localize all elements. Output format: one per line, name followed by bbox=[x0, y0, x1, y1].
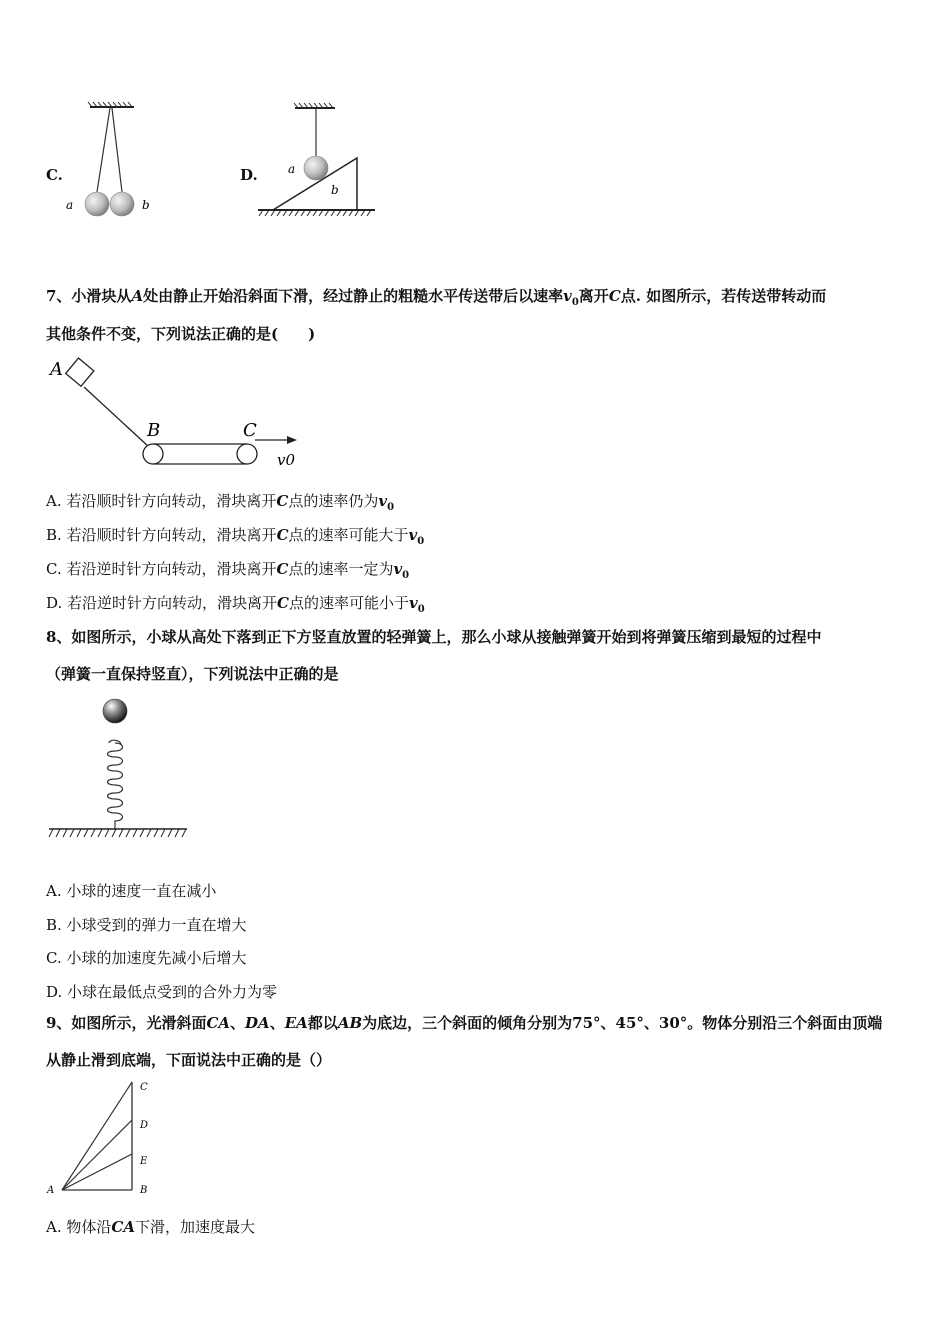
q8-option-b[interactable]: B. 小球受到的弹力一直在增大 bbox=[46, 916, 247, 934]
point-c-label: C bbox=[140, 1082, 148, 1093]
q8-option-c[interactable]: C. 小球的加速度先减小后增大 bbox=[46, 949, 247, 967]
q7-option-a[interactable]: A. 若沿顺时针方向转动，滑块离开C点的速率仍为$v_0$ bbox=[46, 492, 395, 513]
point-b-label: B bbox=[147, 420, 161, 441]
q9-stem-line2: 从静止滑到底端，下面说法中正确的是（） bbox=[46, 1051, 332, 1069]
ball-b-label: b bbox=[142, 198, 150, 212]
q7-option-b[interactable]: B. 若沿顺时针方向转动，滑块离开C点的速率可能大于$v_0$ bbox=[46, 526, 425, 547]
point-c-label: C bbox=[243, 420, 257, 441]
q9-option-a[interactable]: A. 物体沿CA下滑，加速度最大 bbox=[46, 1218, 255, 1236]
q8-stem-line2: （弹簧一直保持竖直），下列说法中正确的是 bbox=[46, 665, 339, 683]
q8-option-d[interactable]: D. 小球在最低点受到的合外力为零 bbox=[46, 983, 278, 1001]
ball-a-label: a bbox=[288, 162, 296, 176]
q9-stem-line1: 9、如图所示，光滑斜面CA、DA、EA都以AB为底边，三个斜面的倾角分别为75°、45°、30°。物体分别沿三个斜面由顶端 bbox=[46, 1014, 883, 1032]
q7-stem-line2: 其他条件不变，下列说法正确的是( ) bbox=[46, 325, 316, 343]
point-e-label: E bbox=[140, 1156, 148, 1167]
figure-q7-incline-conveyor bbox=[45, 355, 315, 475]
q7-stem-line1: 7、小滑块从A处由静止开始沿斜面下滑，经过静止的粗糙水平传送带后以速率$v_0$离开C点. 如图所示，若传送带转动而 bbox=[46, 287, 827, 308]
ball-a-label: a bbox=[66, 198, 74, 212]
wedge-b-label: b bbox=[331, 183, 339, 197]
option-d-label: D. bbox=[240, 166, 258, 184]
q7-option-c[interactable]: C. 若沿逆时针方向转动，滑块离开C点的速率一定为$v_0$ bbox=[46, 560, 410, 581]
q8-option-a[interactable]: A. 小球的速度一直在减小 bbox=[46, 882, 217, 900]
figure-q9-inclines bbox=[45, 1078, 165, 1203]
point-b-label: B bbox=[140, 1185, 148, 1196]
velocity-v0-label: v0 bbox=[277, 451, 296, 469]
q7-option-d[interactable]: D. 若沿逆时针方向转动，滑块离开C点的速率可能小于$v_0$ bbox=[46, 594, 425, 615]
option-c-label: C. bbox=[46, 166, 63, 184]
figure-q8-ball-spring bbox=[45, 695, 195, 845]
point-d-label: D bbox=[140, 1120, 149, 1131]
point-a-label: A bbox=[50, 359, 63, 380]
figure-option-c-pendulums bbox=[60, 100, 170, 225]
point-a-label: A bbox=[47, 1185, 55, 1196]
figure-option-d-ball-wedge bbox=[255, 100, 385, 220]
q8-stem-line1: 8、如图所示，小球从高处下落到正下方竖直放置的轻弹簧上，那么小球从接触弹簧开始到将弹簧压缩到最短的过程中 bbox=[46, 628, 822, 646]
